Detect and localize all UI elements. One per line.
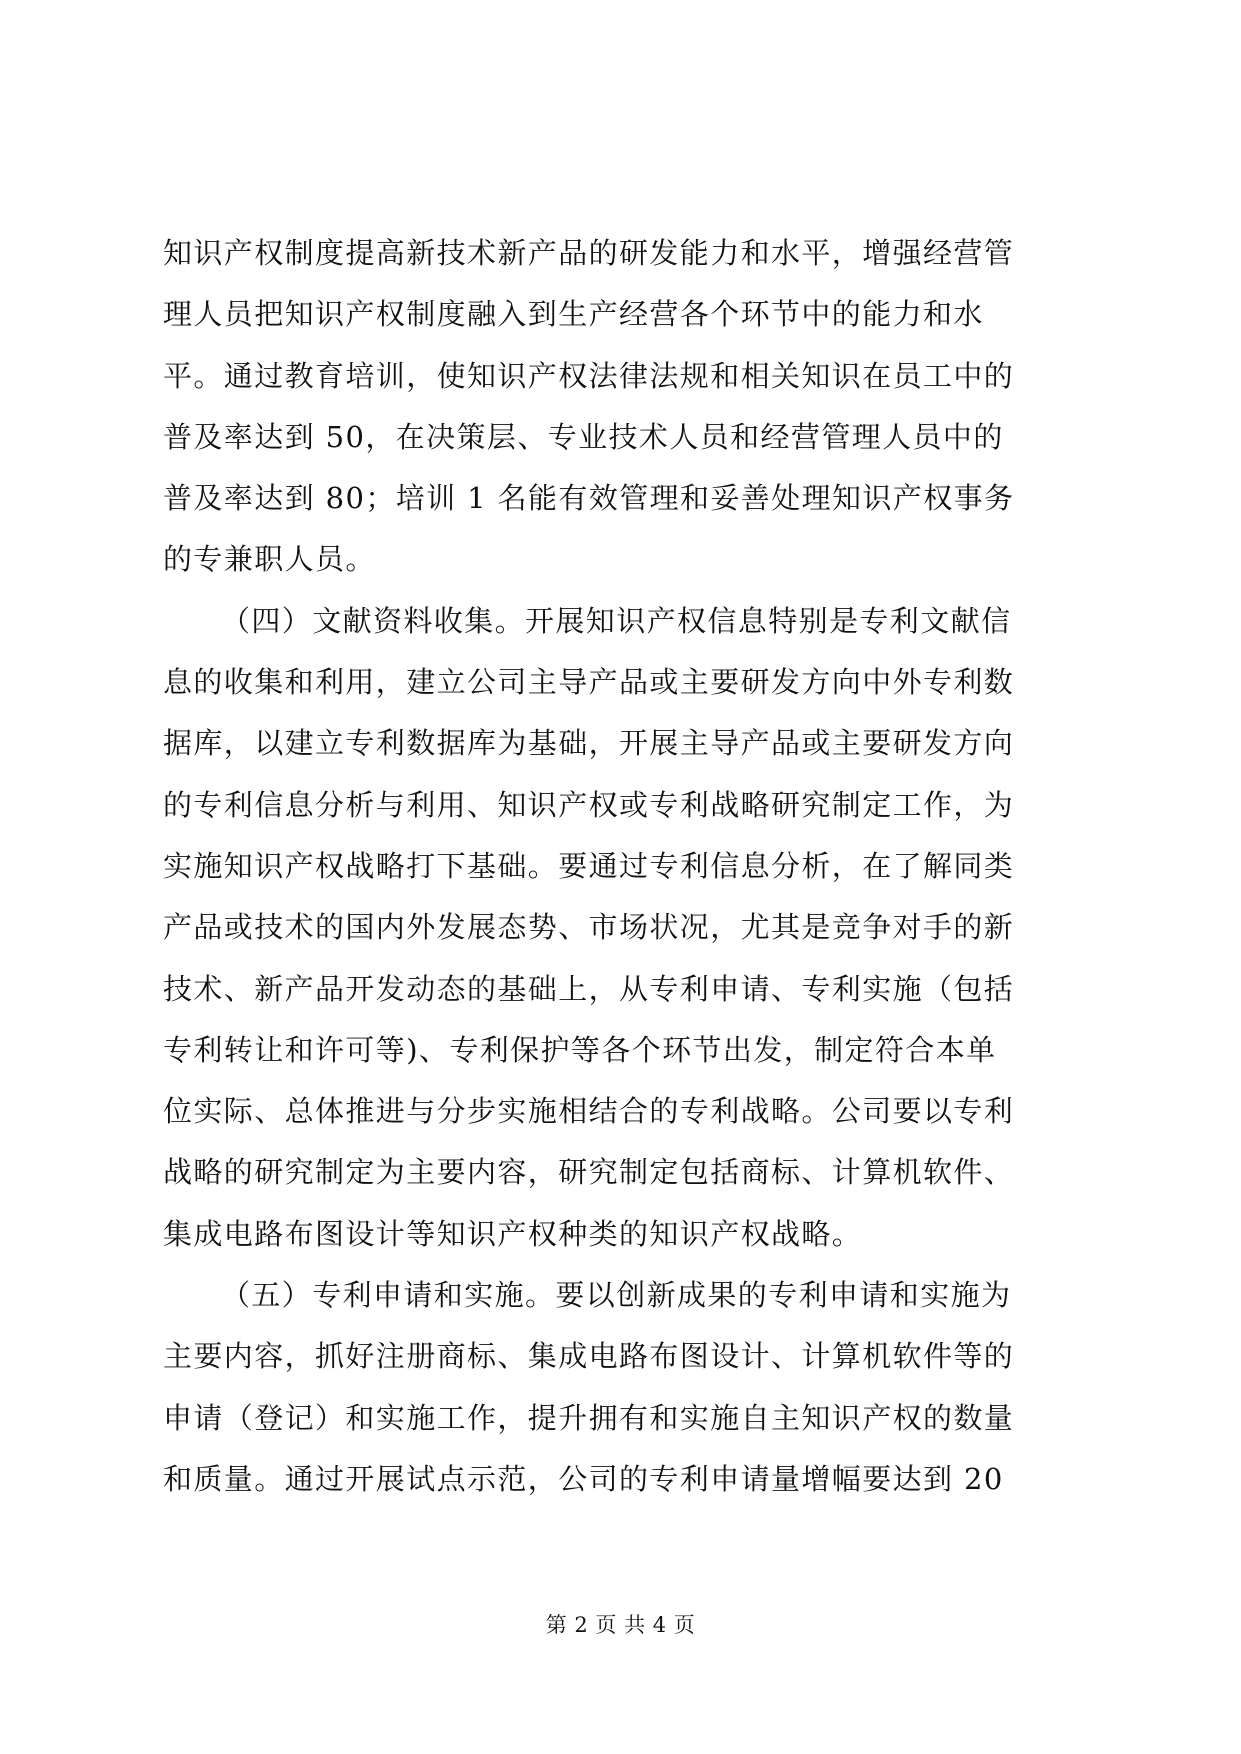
text-line: 据库，以建立专利数据库为基础，开展主导产品或主要研发方向 [163,726,1015,761]
text-line: 战略的研究制定为主要内容，研究制定包括商标、计算机软件、 [163,1155,1015,1190]
text-line: （四）文献资料收集。开展知识产权信息特别是专利文献信 [221,603,1012,638]
text-line: 实施知识产权战略打下基础。要通过专利信息分析，在了解同类 [163,848,1015,883]
page-number-footer: 第 2 页 共 4 页 [545,1613,696,1637]
text-line: 的专利信息分析与利用、知识产权或专利战略研究制定工作，为 [163,787,1015,822]
paragraph-1 [163,223,1083,591]
text-line: 理人员把知识产权制度融入到生产经营各个环节中的能力和水 [163,297,984,332]
text-line: 和质量。通过开展试点示范，公司的专利申请量增幅要达到 20 [163,1461,1004,1496]
document-body [163,223,1083,1510]
text-line: 知识产权制度提高新技术新产品的研发能力和水平，增强经营管 [163,236,1015,270]
text-line: 申请（登记）和实施工作，提升拥有和实施自主知识产权的数量 [163,1400,1015,1435]
paragraph-3 [163,1265,1083,1510]
text-line: 专利转让和许可等)、专利保护等各个环节出发，制定符合本单 [163,1032,997,1067]
text-line: 技术、新产品开发动态的基础上，从专利申请、专利实施（包括 [163,971,1015,1006]
text-line: 的专兼职人员。 [163,542,376,577]
text-line: 位实际、总体推进与分步实施相结合的专利战略。公司要以专利 [163,1094,1015,1129]
text-line: （五）专利申请和实施。要以创新成果的专利申请和实施为 [221,1278,1012,1313]
text-line: 普及率达到 80；培训 1 名能有效管理和妥善处理知识产权事务 [163,481,1015,516]
text-line: 集成电路布图设计等知识产权种类的知识产权战略。 [163,1216,863,1251]
text-line: 平。通过教育培训，使知识产权法律法规和相关知识在员工中的 [163,358,1015,393]
paragraph-2 [163,591,1083,1265]
text-line: 普及率达到 50，在决策层、专业技术人员和经营管理人员中的 [163,419,1004,454]
text-line: 主要内容，抓好注册商标、集成电路布图设计、计算机软件等的 [163,1339,1015,1374]
text-line: 产品或技术的国内外发展态势、市场状况，尤其是竞争对手的新 [163,910,1015,945]
text-line: 息的收集和利用，建立公司主导产品或主要研发方向中外专利数 [163,665,1015,700]
